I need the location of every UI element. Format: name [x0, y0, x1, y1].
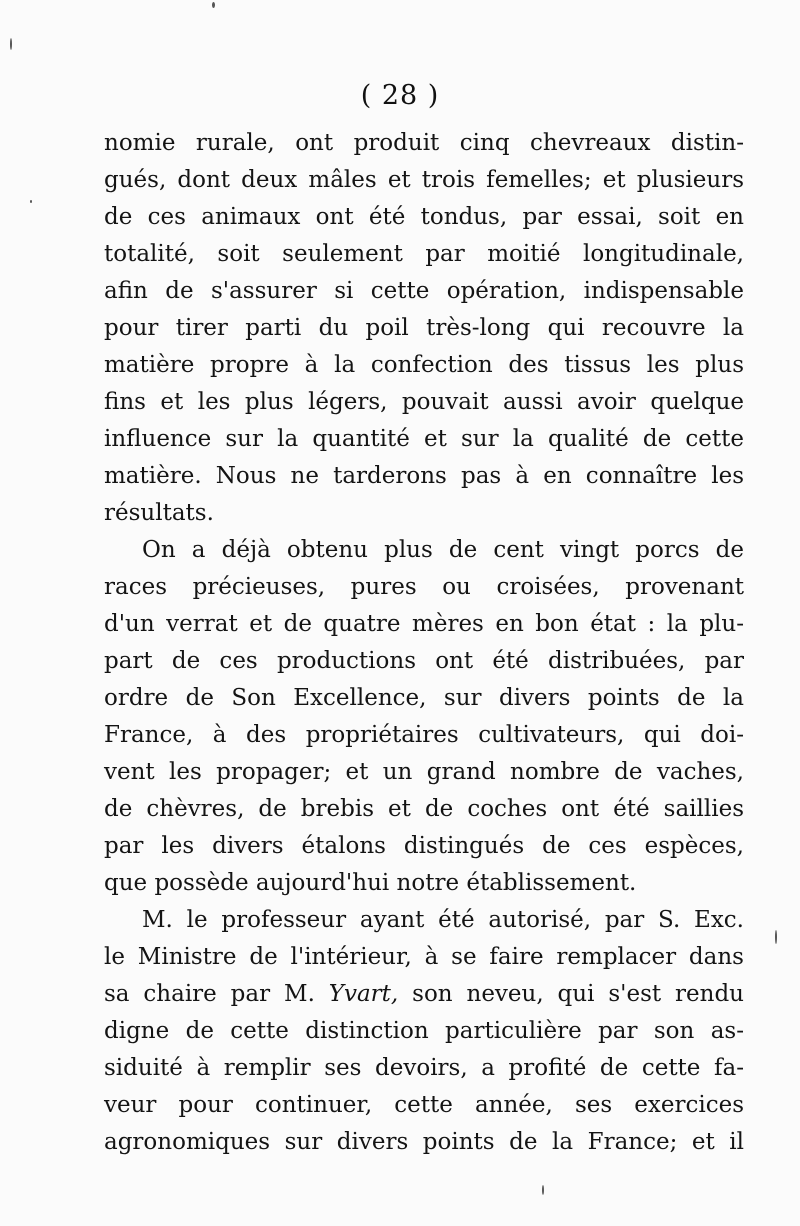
text-line: influence sur la quantité et sur la qualité de cette	[104, 426, 744, 452]
ink-speck	[30, 200, 32, 203]
ink-speck	[212, 2, 215, 8]
text-line: vent les propager; et un grand nombre de vaches,	[104, 759, 744, 785]
page-number: ( 28 )	[360, 80, 440, 111]
name-italic: Yvart,	[328, 981, 399, 1007]
text-line: ordre de Son Excellence, sur divers points de la	[104, 685, 744, 711]
text-line: fins et les plus légers, pouvait aussi avoir quelque	[104, 389, 744, 415]
text-line: par les divers étalons distingués de ces espèces,	[104, 833, 744, 859]
text-line	[104, 976, 744, 1013]
text-line: siduité à remplir ses devoirs, a profité de cette fa-	[104, 1055, 744, 1081]
text-line: de chèvres, de brebis et de coches ont été saillies	[104, 796, 744, 822]
text-line: le Ministre de l'intérieur, à se faire remplacer dans	[104, 944, 744, 970]
text-line: totalité, soit seulement par moitié longitudinale,	[104, 241, 744, 267]
text-line: matière propre à la confection des tissus les plus	[104, 352, 744, 378]
text-line: agronomiques sur divers points de la France; et il	[104, 1129, 744, 1155]
text-line: d'un verrat et de quatre mères en bon état : la plu-	[104, 611, 744, 637]
text-line: résultats.	[104, 500, 214, 526]
ink-speck	[542, 1185, 544, 1195]
text-line: nomie rurale, ont produit cinq chevreaux distin-	[104, 130, 744, 156]
text-line: de ces animaux ont été tondus, par essai, soit en	[104, 204, 744, 230]
ink-speck	[775, 930, 777, 944]
text-line: veur pour continuer, cette année, ses exercices	[104, 1092, 744, 1118]
text-line: matière. Nous ne tarderons pas à en connaître les	[104, 463, 744, 489]
text-segment: sa chaire par M.	[104, 981, 329, 1007]
text-line: races précieuses, pures ou croisées, provenant	[104, 574, 744, 600]
text-line: digne de cette distinction particulière par son as-	[104, 1018, 744, 1044]
text-line: pour tirer parti du poil très-long qui recouvre la	[104, 315, 744, 341]
text-line: part de ces productions ont été distribuées, par	[104, 648, 744, 674]
body-text	[104, 125, 744, 1161]
text-line: gués, dont deux mâles et trois femelles; et plusieurs	[104, 167, 744, 193]
ink-speck	[10, 38, 12, 50]
text-line: afin de s'assurer si cette opération, indispensable	[104, 278, 744, 304]
text-line: France, à des propriétaires cultivateurs, qui doi-	[104, 722, 744, 748]
text-line: que possède aujourd'hui notre établissement.	[104, 870, 637, 896]
text-segment: son neveu, qui s'est rendu	[398, 981, 744, 1007]
text-line: M. le professeur ayant été autorisé, par S. Exc.	[142, 907, 744, 933]
text-line: On a déjà obtenu plus de cent vingt porcs de	[142, 537, 744, 563]
